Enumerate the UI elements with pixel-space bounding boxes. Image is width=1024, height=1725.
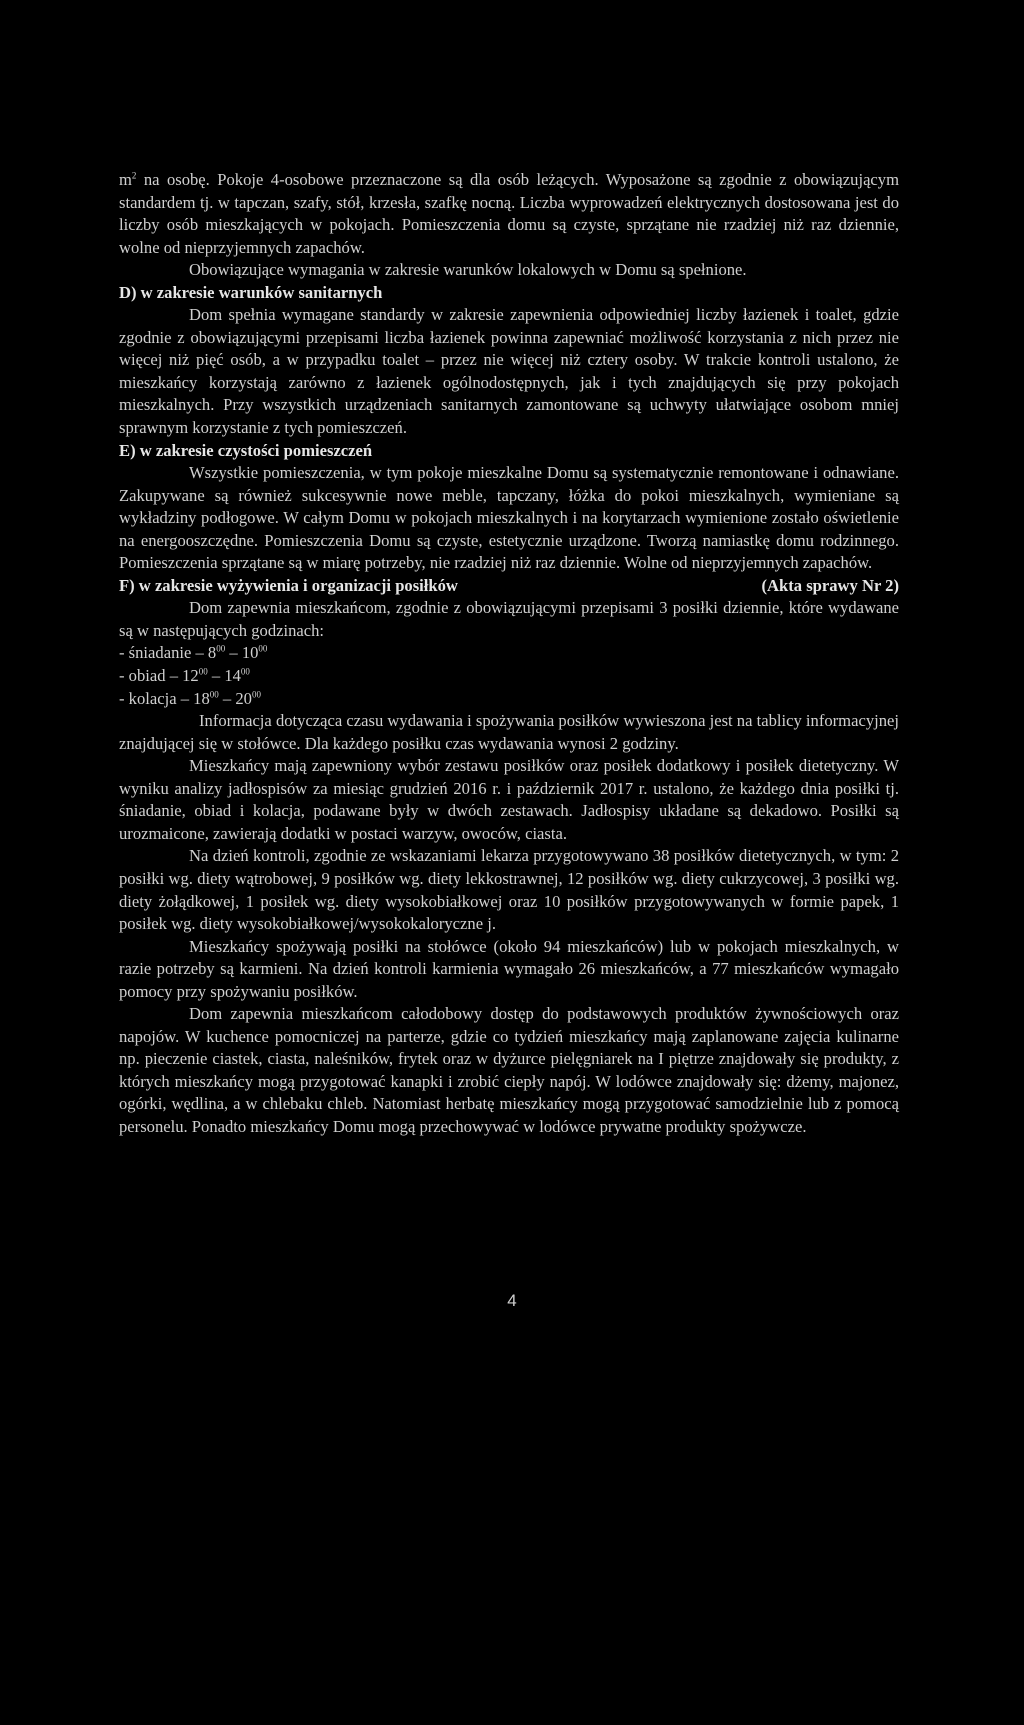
section-e-paragraph: Wszystkie pomieszczenia, w tym pokoje mieszkalne Domu są systematycznie remontowane i odnawiane. Zakupywane są również sukcesywnie nowe meble, tapczany, łóżka do pokoi mieszkalnych, wymieniane są wykładziny podłogowe. W całym Domu w pokojach mieszkalnych i na korytarzach wymienione zostało oświetlenie na energooszczędne. Pomieszczenia Domu są czyste, estetycznie urządzone. Tworzą namiastkę domu rodzinnego. Pomieszczenia sprzątane są w miarę potrzeby, nie rzadziej niż raz dziennie. Wolne od nieprzyjemnych zapachów. — [119, 463, 899, 573]
document-page — [119, 169, 899, 1139]
section-e-heading: E) w zakresie czystości pomieszczeń — [119, 440, 373, 460]
m2-unit: m — [119, 170, 132, 189]
section-f-paragraph-6: Dom zapewnia mieszkańcom całodobowy dostęp do podstawowych produktów żywnościowych oraz napojów. W kuchence pomocniczej na parterze, gdzie co tydzień mieszkańcy mają zaplanowane zajęcia kulinarne np. pieczenie ciastek, ciasta, naleśników, frytek oraz w dyżurce pielęgniarek na I piętrze znajdowały się produkty, z których mieszkańcy mogą przygotować kanapki i zrobić ciepły napój. W lodówce znajdowały się: dżemy, majonez, ogórki, wędlina, a w chlebaku chleb. Natomiast herbatę mieszkańcy mogą przygotować samodzielnie lub z pomocą personelu. Ponadto mieszkańcy Domu mogą przechowywać w lodówce prywatne produkty spożywcze. — [119, 1004, 899, 1136]
meal-time-lunch: - obiad – $12^{00} - 14^{00}$ — [119, 666, 250, 686]
section-f-paragraph-4: Na dzień kontroli, zgodnie ze wskazaniami lekarza przygotowywano 38 posiłków dietetycznych, w tym: 2 posiłki wg. diety wątrobowej, 9 posiłków wg. diety lekkostrawnej, 12 posiłków wg. diety cukrzycowej, 3 posiłki wg. diety żołądkowej, 1 posiłek wg. diety wysokobiałkowej oraz 10 posiłków przygotowywanych w formie papek, 1 posiłek wg. diety wysokobiałkowej/wysokokaloryczne j. — [119, 846, 899, 934]
section-f-paragraph-3: Mieszkańcy mają zapewniony wybór zestawu posiłków oraz posiłek dodatkowy i posiłek dietetyczny. W wyniku analizy jadłospisów za miesiąc grudzień 2016 r. i październik 2017 r. ustalono, że każdego dnia posiłki tj. śniadanie, obiad i kolacja, podawane były w dwóch zestawach. Jadłospisy układane są dekadowo. Posiłki są urozmaicone, zawierają dodatki w postaci warzyw, owoców, ciasta. — [119, 756, 899, 843]
section-f-heading: F) w zakresie wyżywienia i organizacji posiłków — [119, 575, 458, 595]
section-f-paragraph-1: Dom zapewnia mieszkańcom, zgodnie z obowiązującymi przepisami 3 posiłki dziennie, które wydawane są w następujących godzinach: — [119, 598, 899, 640]
section-f-paragraph-2: Informacja dotycząca czasu wydawania i spożywania posiłków wywieszona jest na tablicy informacyjnej znajdującej się w stołówce. Dla każdego posiłku czas wydawania wynosi 2 godziny. — [119, 711, 899, 753]
meal-time-dinner: - kolacja – $18^{00} - 20^{00}$ — [119, 688, 261, 708]
section-f-paragraph-5: Mieszkańcy spożywają posiłki na stołówce (około 94 mieszkańców) lub w pokojach mieszkalnych, w razie potrzeby są karmieni. Na dzień kontroli karmienia wymagało 26 mieszkańców, a 77 mieszkańców wymagało pomocy przy spożywaniu posiłków. — [119, 936, 899, 1001]
intro-paragraph — [119, 169, 899, 259]
section-d-paragraph: Dom spełnia wymagane standardy w zakresie zapewnienia odpowiedniej liczby łazienek i toalet, gdzie zgodnie z obowiązującymi przepisami liczba łazienek powinna zapewniać możliwość korzystania z nich przez nie więcej niż pięć osób, a w przypadku toalet – przez nie więcej niż cztery osoby. W trakcie kontroli ustalono, że mieszkańcy korzystają zarówno z łazienek ogólnodostępnych, jak i tych znajdujących się przy pokojach mieszkalnych. Przy wszystkich urządzeniach sanitarnych zamontowane są uchwyty ułatwiające osobom mniej sprawnym korzystanie z tych pomieszczeń. — [119, 305, 899, 438]
page-number: 4 — [507, 1291, 517, 1310]
intro-conclusion: Obowiązujące wymagania w zakresie warunków lokalowych w Domu są spełnione. — [189, 260, 747, 280]
meal-time-breakfast: - śniadanie – $8^{00} - 10^{00}$ — [119, 643, 268, 663]
m2-superscript: 2 — [131, 170, 137, 181]
section-d-heading: D) w zakresie warunków sanitarnych — [119, 282, 383, 302]
section-f-heading-row — [119, 575, 899, 598]
case-file-reference: (Akta sprawy Nr 2) — [761, 575, 899, 595]
intro-paragraph-text: na osobę. Pokoje 4-osobowe przeznaczone są dla osób leżących. Wyposażone są zgodnie z obowiązującym standardem tj. w tapczan, szafy, stół, krzesła, szafkę nocną. Liczba wyprowadzeń elektrycznych dostosowana jest do liczby osób mieszkających w pokojach. Pomieszczenia domu są czyste, sprzątane nie rzadziej niż raz dziennie, wolne od nieprzyjemnych zapachów. — [119, 170, 899, 257]
